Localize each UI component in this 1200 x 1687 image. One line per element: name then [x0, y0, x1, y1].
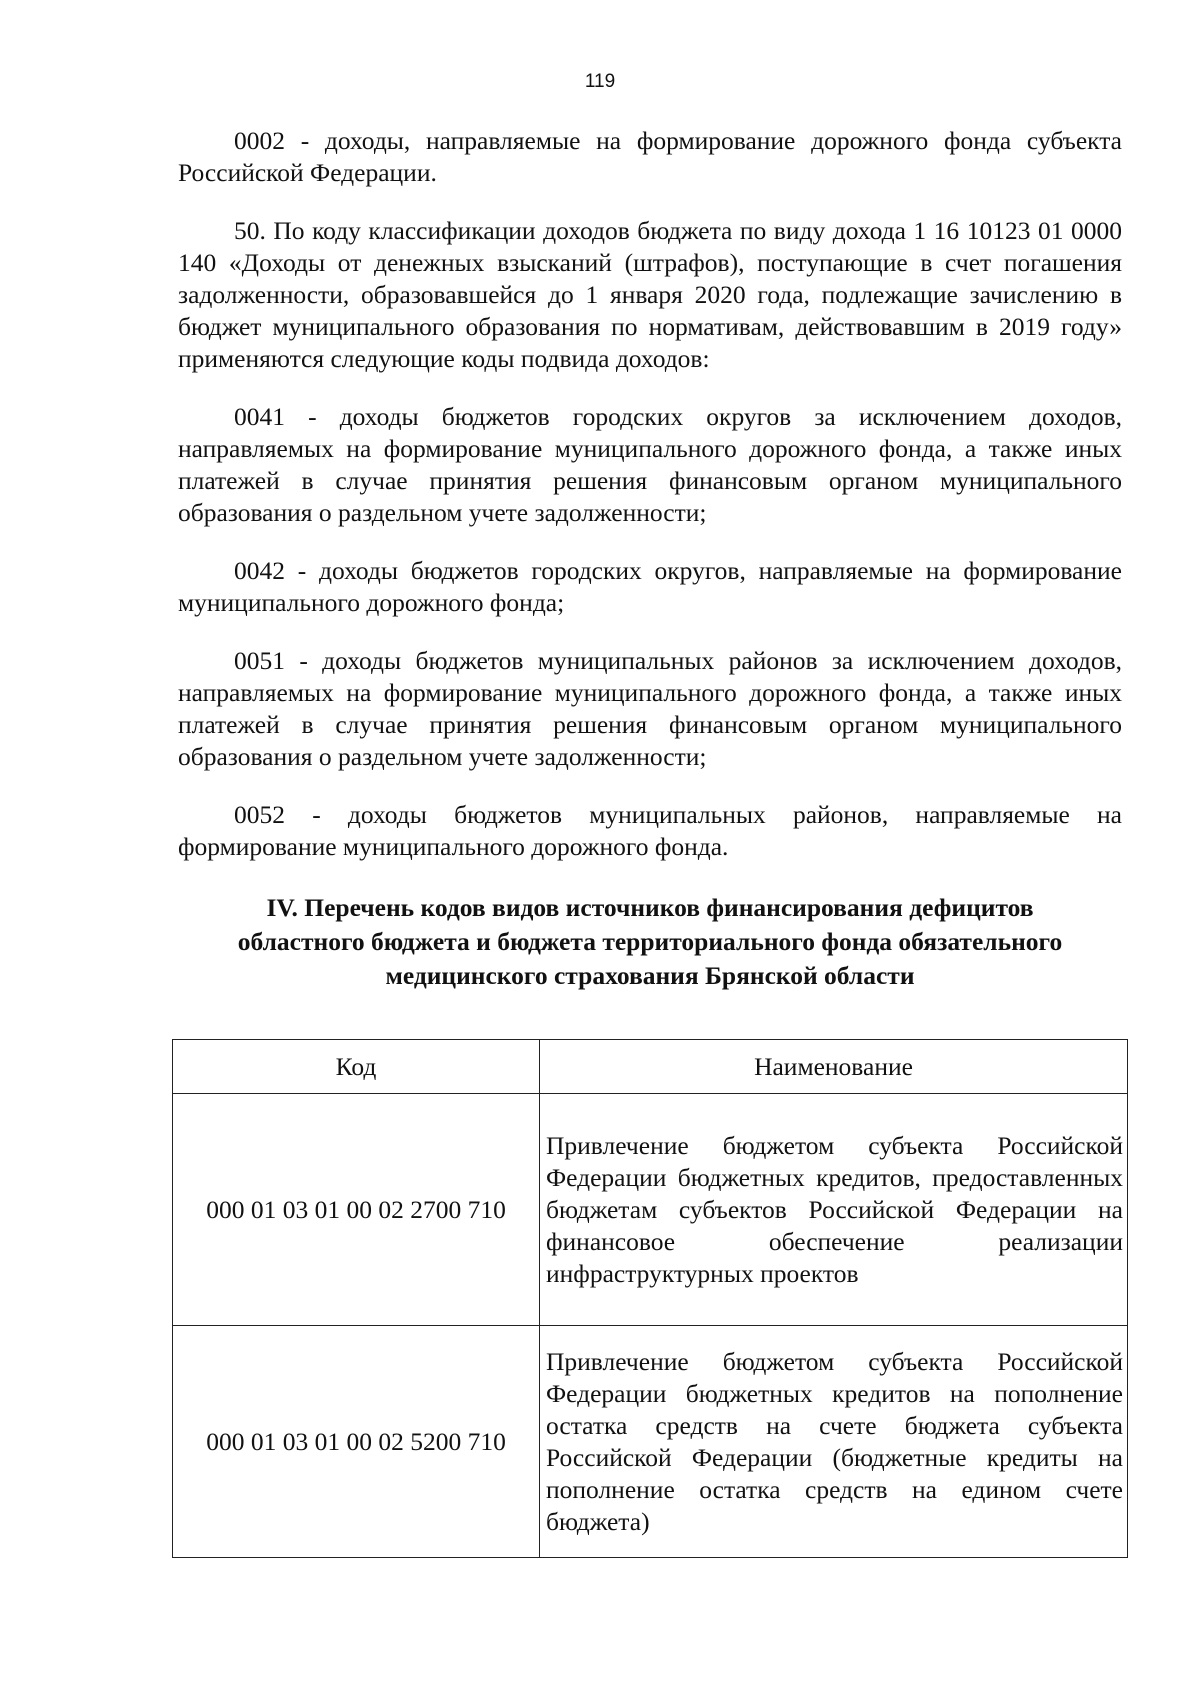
section-title-line: областного бюджета и бюджета территориального фонда обязательного — [237, 927, 1063, 956]
paragraph-code-0002: 0002 - доходы, направляемые на формирование дорожного фонда субъекта Российской Федерации. — [178, 126, 1122, 187]
row-name: Привлечение бюджетом субъекта Российской Федерации бюджетных кредитов на пополнение остатка средств на счете бюджета субъекта Российской Федерации (бюджетные кредиты на пополнение остатка средств на едином счете бюджета) — [540, 1326, 1128, 1558]
table-row — [173, 1326, 1128, 1558]
table-header-row — [173, 1040, 1128, 1094]
codes-table — [172, 1039, 1128, 1558]
document-body — [178, 125, 1122, 993]
header-name: Наименование — [540, 1040, 1128, 1094]
paragraph-code-0041: 0041 - доходы бюджетов городских округов за исключением доходов, направляемых на формирование муниципального дорожного фонда, а также иных платежей в случае принятия решения финансовым органом муниципального образования о раздельном учете задолженности; — [178, 402, 1122, 527]
header-code: Код — [173, 1040, 540, 1094]
paragraph-code-0051: 0051 - доходы бюджетов муниципальных районов за исключением доходов, направляемых на формирование муниципального дорожного фонда, а также иных платежей в случае принятия решения финансовым органом муниципального образования о раздельном учете задолженности; — [178, 646, 1122, 771]
paragraph-code-0042: 0042 - доходы бюджетов городских округов, направляемые на формирование муниципального дорожного фонда; — [178, 556, 1122, 617]
section-title-line: медицинского страхования Брянской области — [385, 961, 915, 990]
paragraph-item-50: 50. По коду классификации доходов бюджета по виду дохода 1 16 10123 01 0000 140 «Доходы от денежных взысканий (штрафов), поступающие в счет погашения задолженности, образовавшейся до 1 января 2020 года, подлежащие зачислению в бюджет муниципального образования по нормативам, действовавшим в 2019 году» применяются следующие коды подвида доходов: — [178, 216, 1122, 373]
page-number: 119 — [584, 71, 616, 92]
row-code: 000 01 03 01 00 02 2700 710 — [173, 1094, 540, 1326]
section-title-line: IV. Перечень кодов видов источников финансирования дефицитов — [266, 893, 1034, 922]
row-code: 000 01 03 01 00 02 5200 710 — [173, 1326, 540, 1558]
section-title — [178, 891, 1122, 993]
paragraph-code-0052: 0052 - доходы бюджетов муниципальных районов, направляемые на формирование муниципального дорожного фонда. — [178, 800, 1122, 861]
row-name: Привлечение бюджетом субъекта Российской Федерации бюджетных кредитов, предоставленных бюджетам субъектов Российской Федерации на финансовое обеспечение реализации инфраструктурных проектов — [540, 1094, 1128, 1326]
table-row — [173, 1094, 1128, 1326]
